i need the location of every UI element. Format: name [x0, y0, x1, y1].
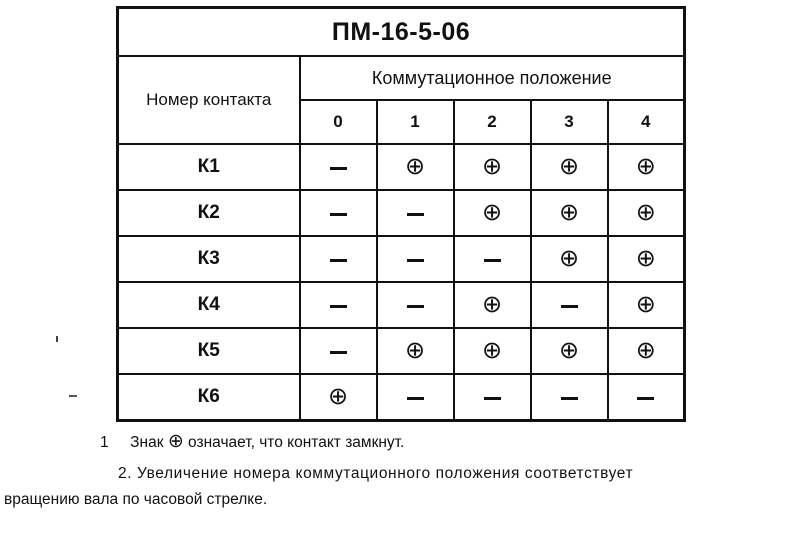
open-contact-dash-icon [330, 305, 347, 308]
position-header: 4 [608, 100, 685, 144]
table-row [118, 144, 685, 190]
closed-contact-icon: ⊕ [558, 337, 580, 364]
title-row [118, 8, 685, 57]
closed-contact-cell [608, 282, 685, 328]
closed-contact-icon: ⊕ [558, 199, 580, 226]
contact-label: К4 [118, 282, 300, 328]
open-contact-cell [454, 374, 531, 421]
note-1-text-before: Знак [130, 434, 164, 451]
table-body [118, 144, 685, 421]
table-row [118, 190, 685, 236]
closed-contact-icon: ⊕ [635, 153, 656, 180]
open-contact-dash-icon [330, 259, 347, 262]
note-2: 2. Увеличение номера коммутационного положения соответствует [118, 465, 634, 482]
contact-label: К2 [118, 190, 300, 236]
note-3: вращению вала по часовой стрелке. [4, 491, 268, 508]
switch-table [116, 6, 686, 422]
closed-contact-icon: ⊕ [167, 431, 184, 452]
open-contact-dash-icon [561, 397, 578, 400]
open-contact-dash-icon [407, 305, 424, 308]
scan-speck [56, 336, 58, 342]
closed-contact-cell [377, 328, 454, 374]
scan-speck [69, 395, 77, 397]
open-contact-dash-icon [407, 213, 424, 216]
closed-contact-cell [531, 236, 608, 282]
closed-contact-cell [454, 190, 531, 236]
closed-contact-cell [608, 144, 685, 190]
position-header: 1 [377, 100, 454, 144]
note-1-number: 1 [100, 434, 109, 451]
contact-label: К1 [118, 144, 300, 190]
contact-number-header: Номер контакта [118, 56, 300, 144]
open-contact-dash-icon [561, 305, 578, 308]
closed-contact-cell [531, 328, 608, 374]
closed-contact-cell [300, 374, 377, 421]
closed-contact-icon: ⊕ [635, 245, 656, 272]
open-contact-cell [300, 328, 377, 374]
position-header: 2 [454, 100, 531, 144]
closed-contact-icon: ⊕ [635, 199, 656, 226]
closed-contact-cell [531, 190, 608, 236]
position-header: 3 [531, 100, 608, 144]
open-contact-cell [531, 282, 608, 328]
closed-contact-icon: ⊕ [327, 383, 349, 410]
table-row [118, 236, 685, 282]
table-title: ПМ-16-5-06 [118, 8, 685, 57]
open-contact-cell [377, 190, 454, 236]
open-contact-dash-icon [407, 259, 424, 262]
open-contact-cell [300, 282, 377, 328]
open-contact-dash-icon [637, 397, 654, 400]
closed-contact-cell [608, 190, 685, 236]
header-row [118, 56, 685, 100]
note-1 [100, 432, 404, 452]
open-contact-cell [608, 374, 685, 421]
open-contact-cell [377, 374, 454, 421]
open-contact-dash-icon [484, 259, 501, 262]
closed-contact-icon: ⊕ [635, 337, 656, 364]
open-contact-cell [300, 190, 377, 236]
closed-contact-icon: ⊕ [481, 199, 503, 226]
closed-contact-icon: ⊕ [481, 291, 503, 318]
closed-contact-icon: ⊕ [558, 153, 580, 180]
closed-contact-cell [531, 144, 608, 190]
closed-contact-cell [454, 328, 531, 374]
closed-contact-cell [608, 236, 685, 282]
open-contact-cell [300, 236, 377, 282]
closed-contact-icon: ⊕ [558, 245, 580, 272]
open-contact-dash-icon [330, 351, 347, 354]
closed-contact-cell [454, 282, 531, 328]
open-contact-dash-icon [484, 397, 501, 400]
open-contact-cell [300, 144, 377, 190]
closed-contact-icon: ⊕ [481, 337, 503, 364]
closed-contact-cell [377, 144, 454, 190]
closed-contact-cell [454, 144, 531, 190]
contact-label: К5 [118, 328, 300, 374]
open-contact-cell [531, 374, 608, 421]
switching-position-header: Коммутационное положение [300, 56, 685, 100]
table-row [118, 328, 685, 374]
open-contact-cell [454, 236, 531, 282]
open-contact-cell [377, 236, 454, 282]
position-header: 0 [300, 100, 377, 144]
closed-contact-cell [608, 328, 685, 374]
note-1-text-after: означает, что контакт замкнут. [188, 434, 405, 451]
closed-contact-icon: ⊕ [635, 291, 656, 318]
open-contact-dash-icon [407, 397, 424, 400]
open-contact-cell [377, 282, 454, 328]
contact-label: К6 [118, 374, 300, 421]
open-contact-dash-icon [330, 167, 347, 170]
contact-label: К3 [118, 236, 300, 282]
table-row [118, 282, 685, 328]
closed-contact-icon: ⊕ [404, 153, 426, 180]
closed-contact-icon: ⊕ [481, 153, 503, 180]
open-contact-dash-icon [330, 213, 347, 216]
closed-contact-icon: ⊕ [404, 337, 426, 364]
table-row [118, 374, 685, 421]
